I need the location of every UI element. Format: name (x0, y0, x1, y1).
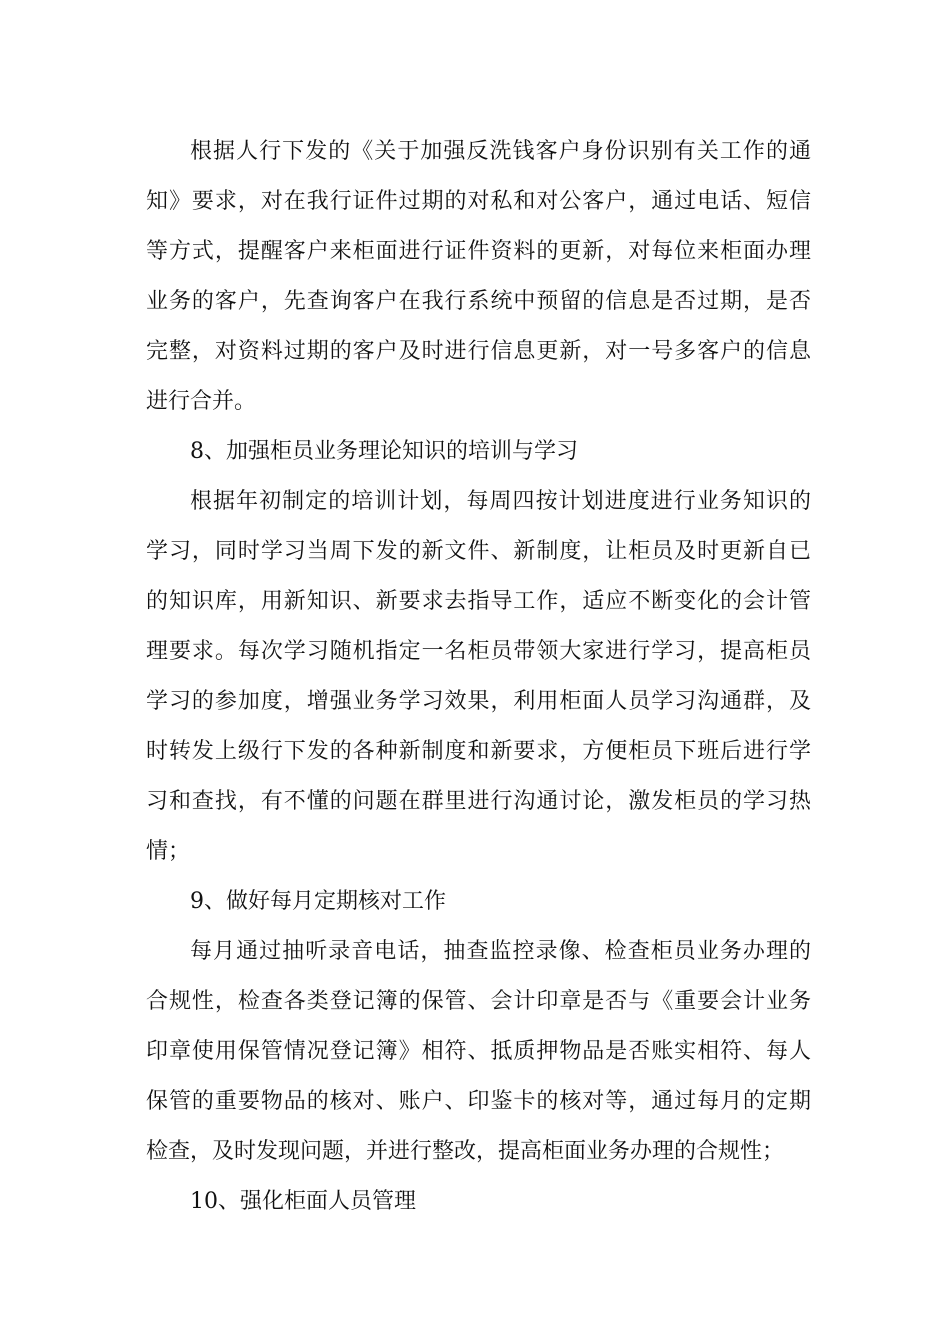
paragraph-line: 根据年初制定的培训计划，每周四按计划进度进行业务知识的 (190, 489, 811, 514)
paragraph-line: 检查，及时发现问题，并进行整改，提高柜面业务办理的合规性； (146, 1139, 785, 1164)
paragraph-line: 完整，对资料过期的客户及时进行信息更新，对一号多客户的信息 (146, 339, 811, 364)
paragraph-line: 理要求。每次学习随机指定一名柜员带领大家进行学习，提高柜员 (146, 639, 811, 664)
paragraph-line: 习和查找，有不懂的问题在群里进行沟通讨论，激发柜员的学习热 (146, 789, 811, 814)
paragraph-line: 保管的重要物品的核对、账户、印鉴卡的核对等，通过每月的定期 (146, 1089, 811, 1114)
paragraph-line: 等方式，提醒客户来柜面进行证件资料的更新，对每位来柜面办理 (146, 239, 811, 264)
document-body (146, 127, 811, 1227)
paragraph-line: 时转发上级行下发的各种新制度和新要求，方便柜员下班后进行学 (146, 739, 811, 764)
paragraph-monthly-check (146, 927, 811, 1177)
paragraph-line: 业务的客户，先查询客户在我行系统中预留的信息是否过期，是否 (146, 289, 811, 314)
paragraph-line: 根据人行下发的《关于加强反洗钱客户身份识别有关工作的通 (190, 139, 811, 164)
paragraph-reverse-money-laundering (146, 127, 811, 427)
paragraph-line: 合规性，检查各类登记簿的保管、会计印章是否与《重要会计业务 (146, 989, 811, 1014)
section-heading-8: 8、加强柜员业务理论知识的培训与学习 (190, 439, 578, 464)
paragraph-line: 每月通过抽听录音电话，抽查监控录像、检查柜员业务办理的 (190, 939, 811, 964)
paragraph-line: 的知识库，用新知识、新要求去指导工作，适应不断变化的会计管 (146, 589, 811, 614)
paragraph-line: 学习，同时学习当周下发的新文件、新制度，让柜员及时更新自已 (146, 539, 811, 564)
paragraph-line: 进行合并。 (146, 389, 257, 414)
section-heading-9: 9、做好每月定期核对工作 (190, 889, 446, 914)
paragraph-line: 学习的参加度，增强业务学习效果，利用柜面人员学习沟通群，及 (146, 689, 811, 714)
section-heading-10: 10、强化柜面人员管理 (190, 1189, 416, 1214)
paragraph-training (146, 477, 811, 877)
paragraph-line: 情； (146, 839, 191, 864)
paragraph-line: 知》要求，对在我行证件过期的对私和对公客户，通过电话、短信 (146, 189, 811, 214)
paragraph-line: 印章使用保管情况登记簿》相符、抵质押物品是否账实相符、每人 (146, 1039, 811, 1064)
